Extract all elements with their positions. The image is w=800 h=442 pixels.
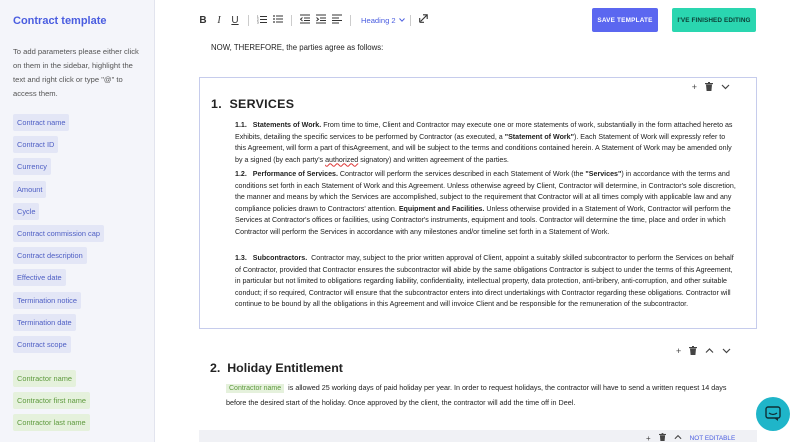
- toolbar-divider: [291, 15, 292, 26]
- add-icon[interactable]: +: [691, 82, 697, 92]
- parameter-chip[interactable]: Cycle: [13, 203, 39, 220]
- add-icon[interactable]: +: [676, 346, 682, 356]
- chat-icon: [765, 406, 781, 422]
- chat-launcher-button[interactable]: [756, 397, 790, 431]
- section-actions: [646, 433, 735, 442]
- svg-text:2: 2: [257, 17, 259, 21]
- section-actions: [676, 346, 731, 357]
- italic-button[interactable]: I: [217, 14, 221, 26]
- toolbar-divider: [410, 15, 411, 26]
- parameter-chip[interactable]: Currency: [13, 158, 51, 175]
- heading-select-value: Heading 2: [361, 15, 396, 25]
- clause-1-1: 1.1. Statements of Work. From time to time, Client and Contractor may execute one or more statements of work, substantially in the form attached hereto as Exhibits, detailing the specific services to be performed by Contractor (as executed, a "Statement of Work"). Each Statement of Work will expressly refer to this Agreement, will form a part of thisAgreement, and will be subject to the terms and conditions contained herein. A Statement of Work may be amended only by a signed (by each party's authorized signatory) and written agreement of the parties.: [235, 121, 733, 164]
- outdent-icon[interactable]: [297, 14, 313, 27]
- svg-text:1: 1: [257, 14, 259, 18]
- parameter-chip[interactable]: Effective date: [13, 269, 66, 286]
- parameter-chip[interactable]: Termination date: [13, 314, 76, 331]
- parameter-list-contractor: [13, 368, 154, 435]
- parameter-chip[interactable]: Contractor name: [13, 370, 76, 387]
- parameter-chip[interactable]: Contract ID: [13, 136, 58, 153]
- save-template-button[interactable]: SAVE TEMPLATE: [592, 8, 658, 32]
- finished-editing-button[interactable]: I'VE FINISHED EDITING: [672, 8, 756, 32]
- section-heading: 1. SERVICES: [211, 97, 295, 111]
- chevron-up-icon[interactable]: [705, 346, 714, 357]
- parameter-chip[interactable]: Contractor last name: [13, 414, 90, 431]
- link-icon[interactable]: [416, 14, 432, 26]
- parameter-chip[interactable]: Contract name: [13, 114, 69, 131]
- svg-text:3: 3: [257, 20, 259, 24]
- clause-1-2: 1.2. Performance of Services. Contractor will perform the services described in each Statement of Work (the "Services") in accordance with the terms and conditions set forth in each Statement of Work and this Agreement. Unless otherwise agreed by Client, Contractor will determine, in Contractor's sole discretion, the manner and means by which the Services are accomplished, subject to the requirement that Contractor will at all times comply with applicable law and any compliance policies drawn to Contractors' attention. Equipment and Facilities. Unless otherwise provided in a Statement of Work, Contractor will perform the Services at Contractor's offices or facilities, using Contractor's instruments, equipment and tools. Contractor will determine the time, place and order in which Contractor will perform the Services in accordance with any milestones and/or timeline set forth in a Statement of Work.: [235, 170, 736, 236]
- parameter-chip[interactable]: Amount: [13, 181, 46, 198]
- chevron-down-icon[interactable]: [722, 346, 731, 357]
- chevron-down-icon[interactable]: [721, 82, 730, 93]
- section-heading: 2. Holiday Entitlement: [210, 361, 343, 375]
- toolbar-divider: [248, 15, 249, 26]
- sidebar-title: Contract template: [13, 15, 107, 27]
- chevron-up-icon[interactable]: [674, 433, 682, 442]
- clause-1-3: 1.3. Subcontractors. Contractor may, subject to the prior written approval of Client, appoint a suitably skilled subcontractor to perform the Services on behalf of Contractor, provided that Contractor ensures the subcontractor will abide by the same obligations Contractor is subject to under the terms of this Agreement, in particular but not limited to obligations regarding liability, confidentiality, intellectual property, data protection, anti-bribery, anti-corruption, and other suitable conduct; if so required, Contractor will ensure that the subcontractor enters into direct undertakings with Contractor regarding these obligations. Contractor will continue to be bound by all the obligations in this Agreement and will invoice Client and be responsible for the remuneration of the subcontractor.: [235, 254, 734, 308]
- trash-icon[interactable]: [689, 346, 697, 357]
- toolbar-divider: [350, 15, 351, 26]
- indent-icon[interactable]: [313, 14, 329, 27]
- sidebar: [0, 0, 155, 442]
- align-left-icon[interactable]: [329, 14, 345, 27]
- underline-button[interactable]: U: [231, 14, 239, 26]
- bullet-list-icon[interactable]: [270, 14, 286, 27]
- trash-icon[interactable]: [705, 82, 713, 93]
- editor-toolbar: [195, 8, 445, 32]
- intro-text: NOW, THEREFORE, the parties agree as follows:: [211, 43, 384, 52]
- section-actions: [692, 82, 730, 93]
- heading-select[interactable]: [361, 16, 405, 25]
- parameter-chip[interactable]: Termination notice: [13, 292, 81, 309]
- ordered-list-icon[interactable]: [254, 14, 270, 27]
- parameter-chip[interactable]: Contract description: [13, 247, 87, 264]
- parameter-chip[interactable]: Contract scope: [13, 336, 71, 353]
- parameter-chip[interactable]: Contract commission cap: [13, 225, 104, 242]
- chevron-down-icon: [399, 18, 405, 22]
- bold-button[interactable]: B: [199, 14, 207, 26]
- trash-icon[interactable]: [659, 433, 666, 442]
- inline-parameter[interactable]: Contractor name: [226, 384, 284, 393]
- not-editable-label: NOT EDITABLE: [689, 434, 736, 442]
- holiday-clause: Contractor name is allowed 25 working days of paid holiday per year. In order to request holidays, the contractor will have to send a written request 14 days before the desired start of the holiday. Once approved by the client, the contractor will add the time off in Deel.: [226, 383, 727, 407]
- parameter-chip[interactable]: Contractor first name: [13, 392, 90, 409]
- section-services[interactable]: [199, 77, 757, 329]
- add-icon[interactable]: +: [646, 433, 651, 442]
- sidebar-help-text: To add parameters please either click on them in the sidebar, highlight the text and right click or type "@" to access them.: [13, 47, 139, 98]
- parameter-list-contract: [13, 112, 154, 356]
